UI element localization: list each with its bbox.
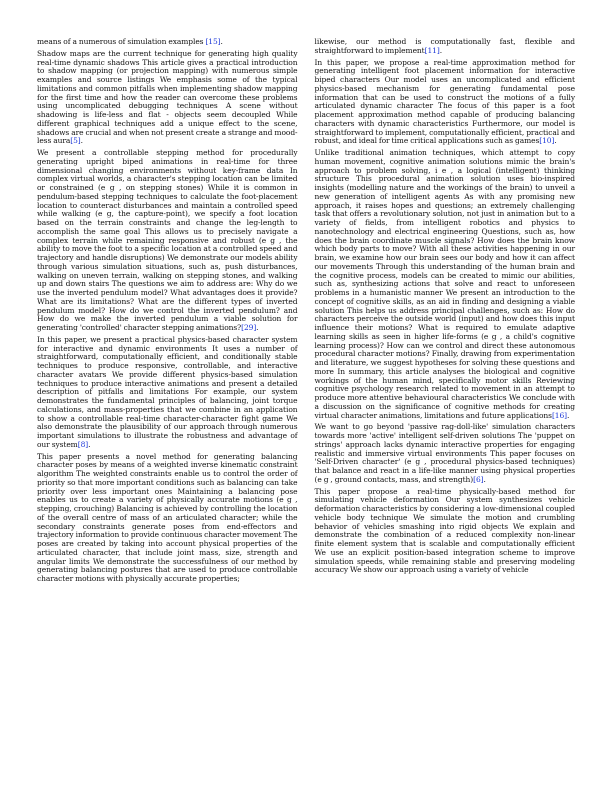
paragraph: This paper presents a novel method for generating balancing character poses by means of a weighted inverse kinematic constraint algorithm The weighted constraints enable us to control the order of priority so that more important conditions such as balancing can take priority over less important ones Maintaining a balancing pose enables us to create a variety of physically accurate motions (e g , stepping, crouching) Balancing is achieved by controlling the location of the overall centre of mass of an articulated character; while the secondary constraints generate poses from end-effectors and trajectory information to provide continuous character movement The poses are created by taking into account physical properties of the articulated character, that include joint mass, size, strength and angular limits We demonstrate the successfulness of our method by generating balancing postures that are used to produce controllable character motions with physically accurate properties; xyxy=(37,451,298,583)
paragraph: In this paper, we present a practical physics-based character system for interactive and dynamic environments It uses a number of straightforward, computationally efficient, and conditionally stable techniques to produce responsive, controllable, and interactive character avatars We provide different physics-based simulation techniques to produce interactive animations and present a detailed description of pitfalls and limitations For example, our system demonstrates the fundamental principles of balancing, joint torque calculations, and mass-properties that we combine in an application to show a controllable real-time character-character fight game We also demonstrate the plausibility of our approach through numerous important simulations to illustrate the robustness and advantage of our system[8]. xyxy=(37,334,298,449)
citation-link[interactable]: [15] xyxy=(205,37,221,46)
citation-link[interactable]: [16] xyxy=(551,410,568,420)
citation-link[interactable]: [11] xyxy=(424,45,440,55)
paragraph: We present a controllable stepping method for procedurally generating upright biped animations in real-time for three dimensional changing environments without key-frame data In complex virtual worlds, a character's stepping location can be limited or constrained (e g , on stepping stones) While it is common in pendulum-based stepping techniques to calculate the foot-placement location to counteract disturbances and maintain a controlled speed while walking (e g, the capture-point), we specify a foot location based on the terrain constraints and change the leg-length to accomplish the same goal This allows us to precisely navigate a complex terrain while remaining responsive and robust (e g , the ability to move the foot to a specific location at a controlled speed and trajectory and handle disruptions) We demonstrate our models ability through various simulation situations, such as, push disturbances, walking on uneven terrain, walking on stepping stones, and walking up and down stairs The questions we aim to address are: Why do we use the inverted pendulum model? What advantages does it provide? What are its limitations? What are the different types of inverted pendulum model? How do we control the inverted pendulum? and How do we make the inverted pendulum a viable solution for generating 'controlled' character stepping animations?[29]. xyxy=(37,148,298,332)
paragraph: Unlike traditional animation techniques, which attempt to copy human movement, cognitive animation solutions mimic the brain's approach to problem solving, i e , a logical (intelligent) thinking structure This procedural animation solution uses bio-inspired insights (modelling nature and the workings of the brain) to unveil a new generation of intelligent agents As with any promising new approach, it raises hopes and questions; an extremely challenging task that offers a revolutionary solution, not just in animation but to a variety of fields, from intelligent robotics and physics to nanotechnology and electrical engineering Questions, such as, how does the brain coordinate muscle signals? How does the brain know which body parts to move? With all these activities happening in our brain, we examine how our brain sees our body and how it can affect our movements Through this understanding of the human brain and the cognitive process, models can be created to mimic our abilities, such as, synthesizing actions that solve and react to unforeseen problems in a humanistic manner We present an introduction to the concept of cognitive skills, as an aid in finding and designing a viable solution This helps us address principal challenges, such as: How do characters perceive the outside world (input) and how does this input influence their motions? What is required to emulate adaptive learning skills as seen in higher life-forms (e g , a child's cognitive learning process)? How can we control and direct these autonomous procedural character motions? Finally, drawing from experimentation and literature, we suggest hypotheses for solving these questions and more In summary, this article analyses the biological and cognitive workings of the human mind, specifically motor skills Reviewing cognitive psychology research related to movement in an attempt to produce more attentive behavioural characteristics We conclude with a discussion on the significance of cognitive methods for creating virtual character animations, limitations and future applications[16]. xyxy=(314,148,575,420)
citation-link[interactable]: [5] xyxy=(70,136,81,146)
citation-link[interactable]: [6] xyxy=(473,474,484,484)
citation-link[interactable]: [8] xyxy=(77,439,89,449)
right-column xyxy=(315,38,576,792)
citation-link[interactable]: [10] xyxy=(539,136,555,146)
citation-link[interactable]: [29] xyxy=(241,323,257,332)
paragraph: In this paper, we propose a real-time approximation method for generating intelligent foot placement information for interactive biped characters Our model uses an uncomplicated and efficient physics-based mechanism for generating fundamental pose information that can be used to construct the motions of a fully articulated dynamic character The focus of this paper is a foot placement approximation method capable of producing balancing characters with dynamic characteristics Furthermore, our model is straightforward to implement, computationally efficient, practical and robust, and ideal for time critical applications such as games[10]. xyxy=(314,57,575,146)
paragraph: This paper propose a real-time physically-based method for simulating vehicle deformation Our system synthesizes vehicle deformation characteristics by considering a low-dimensional coupled vehicle body technique We simulate the motion and crumbling behavior of vehicles smashing into rigid objects We explain and demonstrate the combination of a reduced complexity non-linear finite element system that is scalable and computationally efficient We use an explicit position-based integration scheme to improve simulation speeds, while remaining stable and preserving modeling accuracy We show our approach using a variety of vehicle xyxy=(314,486,575,575)
paragraph: We want to go beyond 'passive rag-doll-like' simulation characters towards more 'active' intelligent self-driven solutions The 'puppet on strings' approach lacks dynamic interactive properties for engaging realistic and immersive virtual environments This paper focuses on 'Self-Driven character' (e g , procedural physics-based techniques) that balance and react in a life-like manner using physical properties (e g , ground contacts, mass, and strength)[6]. xyxy=(314,422,575,484)
paragraph: likewise, our method is computationally fast, flexible and straightforward to implement[11]. xyxy=(314,37,575,55)
paragraph: Shadow maps are the current technique for generating high quality real-time dynamic shadows This article gives a practical introduction to shadow mapping (or projection mapping) with numerous simple examples and source listings We emphasis some of the typical limitations and common pitfalls when implementing shadow mapping for the first time and how the reader can overcome these problems using uncomplicated debugging techniques A scene without shadowing is life-less and flat - objects seem decoupled While different graphical techniques add a unique effect to the scene, shadows are crucial and when not present create a strange and mood-less aura[5]. xyxy=(37,48,298,146)
left-column xyxy=(37,38,298,792)
paragraph: means of a numerous of simulation examples [15]. xyxy=(37,37,223,46)
